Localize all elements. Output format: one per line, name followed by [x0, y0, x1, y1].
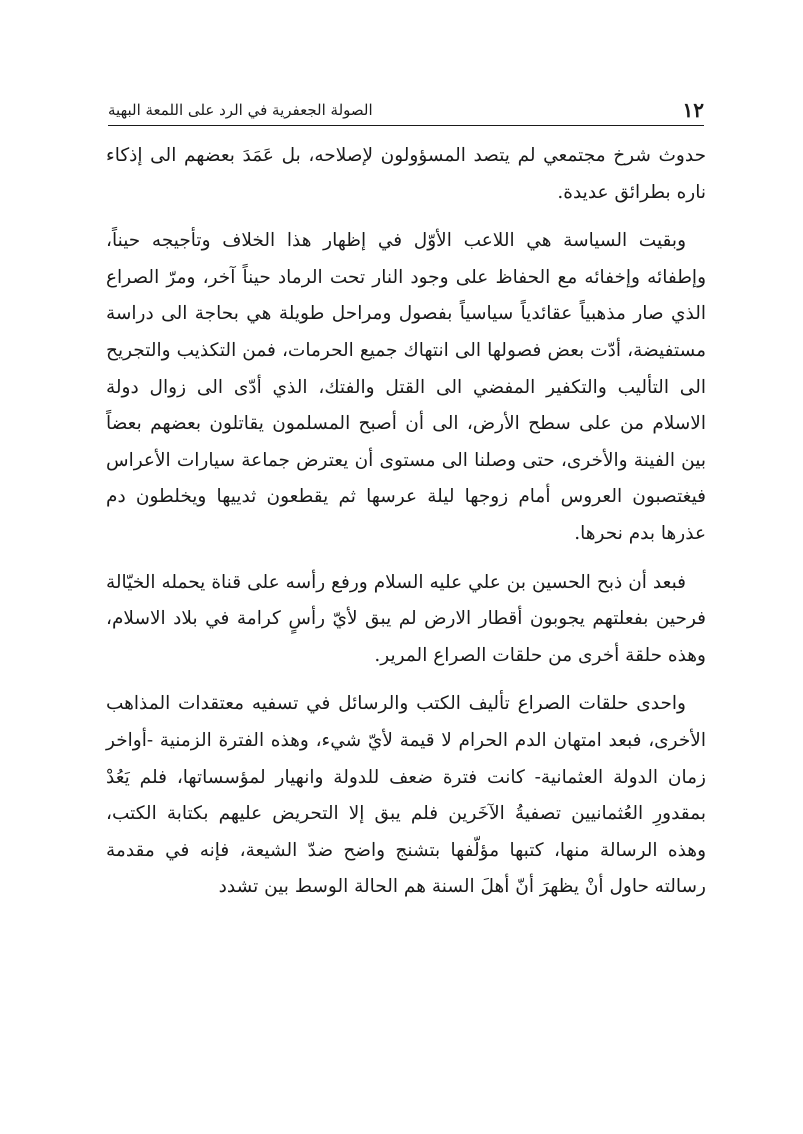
paragraph-2: وبقيت السياسة هي اللاعب الأوّل في إظهار هذا الخلاف وتأجيجه حيناً، وإطفائه وإخفائه مع الحفاظ على وجود النار تحت الرماد حيناً آخر، ومرّ الصراع الذي صار مذهبياً عقائدياً سياسياً بفصول ومراحل طويلة هي بحاجة الى دراسة مستفيضة، أدّت بعض فصولها الى انتهاك جميع الحرمات، فمن التكذيب والتجريح الى التأليب والتكفير المفضي الى القتل والفتك، الذي أدّى الى زوال دولة الاسلام من على سطح الأرض، الى أن أصبح المسلمون يقاتلون بعضهم بعضاً بين الفينة والأخرى، حتى وصلنا الى مستوى أن يعترض جماعة سيارات الأعراس فيغتصبون العروس أمام زوجها ليلة عرسها ثم يقطعون ثدييها ويخلطون دم عذرها بدم نحرها. — [106, 230, 706, 544]
header-divider — [108, 125, 704, 126]
paragraph-4: واحدى حلقات الصراع تأليف الكتب والرسائل في تسفيه معتقدات المذاهب الأخرى، فبعد امتهان الدم الحرام لا قيمة لأيّ شيء، وهذه الفترة الزمنية -أواخر زمان الدولة العثمانية- كانت فترة ضعف للدولة وانهيار لمؤسساتها، فلم يَعُدْ بمقدورِ العُثمانيين تصفيةُ الآخَرين فلم يبق إلا التحريض عليهم بكتابة الكتب، وهذه الرسالة منها، كتبها مؤلّفها بتشنج واضح ضدّ الشيعة، فإنه في مقدمة رسالته حاول أنْ يظهرَ أنّ أهلَ السنة هم الحالة الوسط بين تشدد — [106, 693, 706, 898]
paragraph-1: حدوث شرخ مجتمعي لم يتصد المسؤولون لإصلاحه، بل عَمَدَ بعضهم الى إذكاء ناره بطرائق عديدة. — [106, 145, 706, 203]
running-header — [108, 96, 704, 126]
running-title: الصولة الجعفرية في الرد على اللمعة البهية — [108, 101, 373, 119]
body-text — [106, 138, 706, 906]
page-number: ١٢ — [682, 98, 704, 122]
paragraph-3: فبعد أن ذبح الحسين بن علي عليه السلام ورفع رأسه على قناة يحمله الخيّالة فرحين بفعلتهم يجوبون أقطار الارض لم يبق لأيّ رأسٍ كرامة في بلاد الاسلام، وهذه حلقة أخرى من حلقات الصراع المرير. — [106, 571, 706, 666]
